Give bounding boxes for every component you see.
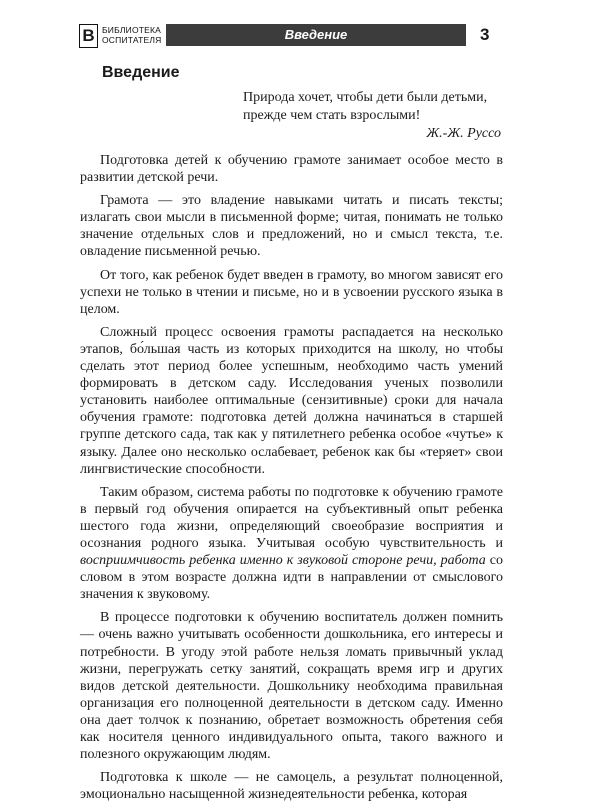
series-logo-icon: B bbox=[79, 24, 98, 48]
page-title: Введение bbox=[102, 64, 180, 81]
paragraph-text: Таким образом, система работы по подготовке к обучению грамоте в первый год обучения опирается на субъективный опыт ребенка шестого года жизни, определяющий своеобразие восприятия и осознания родного языка. Учитывая особую чувствительность и bbox=[80, 484, 503, 551]
series-name bbox=[102, 25, 161, 45]
epigraph-line-1: Природа хочет, чтобы дети были детьми, bbox=[243, 90, 488, 105]
paragraph: Сложный процесс освоения грамоты распадается на несколько этапов, бо́льшая часть из которых приходится на школу, но чтобы сделать этот период более успешным, необходимо часть умений формировать в детском саду. Исследования ученых позволили установить наиболее оптимальные (сензитивные) сроки для начала обучения грамоте: подготовка детей должна начинаться в старшей группе детского сада, так как у пятилетнего ребенка особое «чутье» к языку. Далее оно несколько ослабевает, ребенок как бы «теряет» свои лингвистические способности. bbox=[80, 324, 503, 477]
body-text bbox=[80, 152, 503, 809]
paragraph bbox=[80, 484, 503, 604]
series-name-line2: ОСПИТАТЕЛЯ bbox=[102, 35, 162, 45]
paragraph: Подготовка детей к обучению грамоте занимает особое место в развитии детской речи. bbox=[80, 153, 503, 186]
epigraph-author: Ж.-Ж. Руссо bbox=[426, 126, 501, 141]
paragraph: Грамота — это владение навыками читать и писать тексты; излагать свои мысли в письменной форме; читая, понимать не только значение отдельных слов и предложений, но и смысл текста, т.е. овладение письменной речью. bbox=[80, 193, 503, 260]
page-number: 3 bbox=[480, 25, 490, 44]
series-name-line1: БИБЛИОТЕКА bbox=[102, 25, 162, 35]
paragraph: В процессе подготовки к обучению воспитатель должен помнить — очень важно учитывать особенности дошкольника, его интересы и потребности. В угоду этой работе нельзя ломать привычный уклад жизни, перегружать сетку занятий, сокращать время игр и других видов детской деятельности. Дошкольнику необходима правильная организация его полноценной деятельности в детском саду. Именно она дает толчок к познанию, обретает возможность обретения себя как носителя ценного индивидуального опыта, такого важного и полезного окружающим людям. bbox=[80, 610, 503, 763]
paragraph: Подготовка к школе — не самоцель, а результат полноценной, эмоционально насыщенной жизнедеятельности ребенка, которая bbox=[80, 770, 503, 803]
paragraph-text: со словом в этом возрасте должна идти в направлении от смыслового значения к звуковому. bbox=[80, 553, 503, 603]
section-title-bar bbox=[166, 24, 466, 46]
section-title: Введение bbox=[284, 27, 348, 42]
epigraph bbox=[203, 89, 503, 143]
paragraph-italic-text: восприимчивость ребенка именно к звуковой стороне речи, работа bbox=[80, 553, 486, 569]
epigraph-line-2: прежде чем стать взрослыми! bbox=[243, 108, 421, 123]
running-header bbox=[79, 24, 499, 48]
paragraph: От того, как ребенок будет введен в грамоту, во многом зависят его успехи не только в чтении и письме, но и в усвоении русского языка в целом. bbox=[80, 267, 503, 317]
